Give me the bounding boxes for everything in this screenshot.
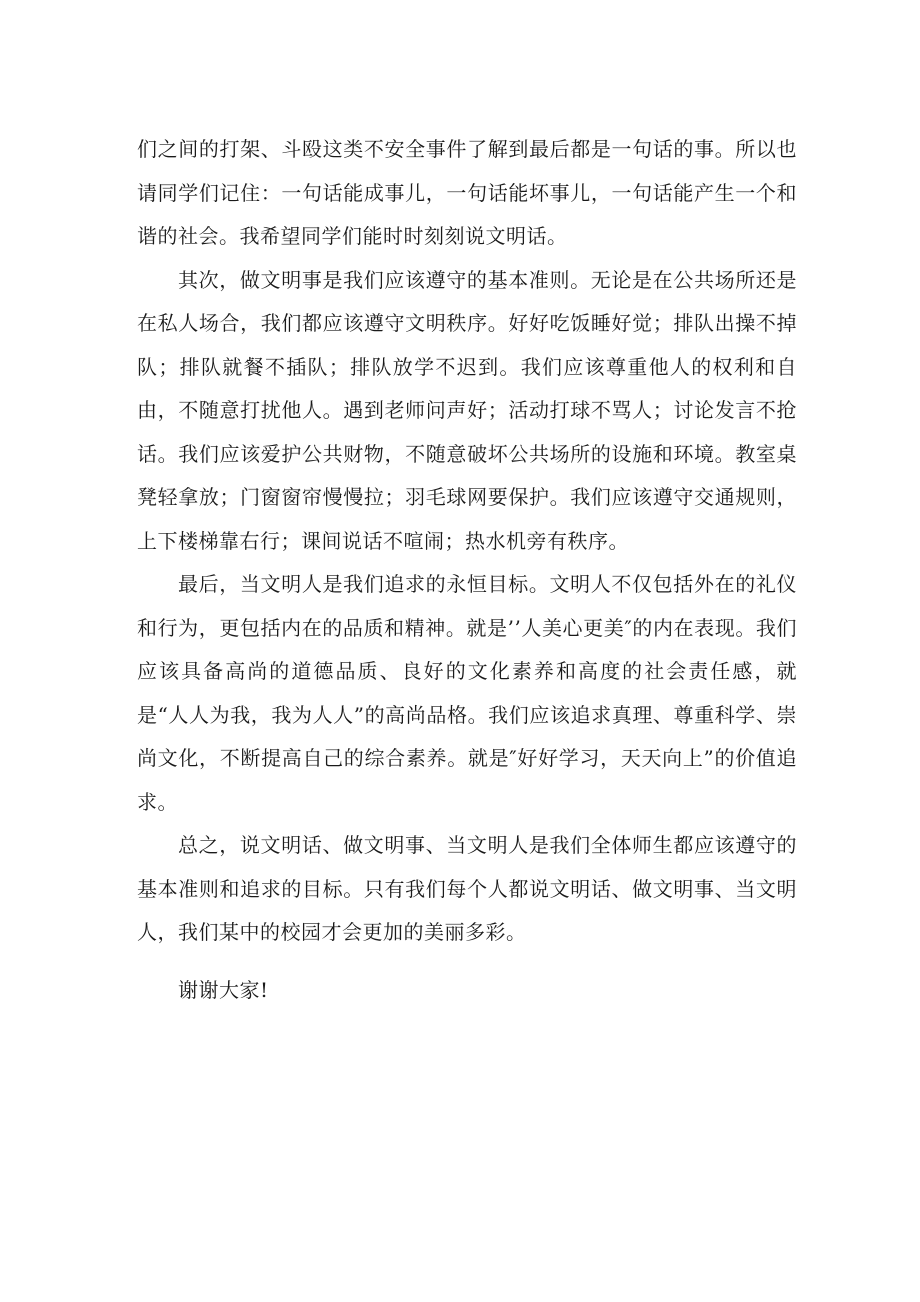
paragraph-2: 其次，做文明事是我们应该遵守的基本准则。无论是在公共场所还是在私人场合，我们都应该遵守文明秩序。好好吃饭睡好觉；排队出操不掉队；排队就餐不插队；排队放学不迟到。我们应该尊重他人的权利和自由，不随意打扰他人。遇到老师问声好；活动打球不骂人；讨论发言不抢话。我们应该爱护公共财物，不随意破坏公共场所的设施和环境。教室桌凳轻拿放；门窗窗帘慢慢拉；羽毛球网要保护。我们应该遵守交通规则，上下楼梯靠右行；课间说话不喧闹；热水机旁有秩序。	[137, 267, 797, 553]
document-page	[137, 128, 797, 1012]
paragraph-4: 总之，说文明话、做文明事、当文明人是我们全体师生都应该遵守的基本准则和追求的目标。只有我们每个人都说文明话、做文明事、当文明人，我们某中的校园才会更加的美丽多彩。	[137, 833, 797, 944]
paragraph-1: 们之间的打架、斗殴这类不安全事件了解到最后都是一句话的事。所以也请同学们记住：一句话能成事儿，一句话能坏事儿，一句话能产生一个和谐的社会。我希望同学们能时时刻刻说文明话。	[137, 137, 797, 248]
paragraph-3: 最后，当文明人是我们追求的永恒目标。文明人不仅包括外在的礼仪和行为，更包括内在的品质和精神。就是’’人美心更美″的内在表现。我们应该具备高尚的道德品质、良好的文化素养和高度的社会责任感，就是“人人为我，我为人人”的高尚品格。我们应该追求真理、尊重科学、崇尚文化，不断提高自己的综合素养。就是″好好学习，天天向上”的价值追求。	[137, 572, 797, 814]
closing-line: 谢谢大家!	[178, 977, 269, 1002]
